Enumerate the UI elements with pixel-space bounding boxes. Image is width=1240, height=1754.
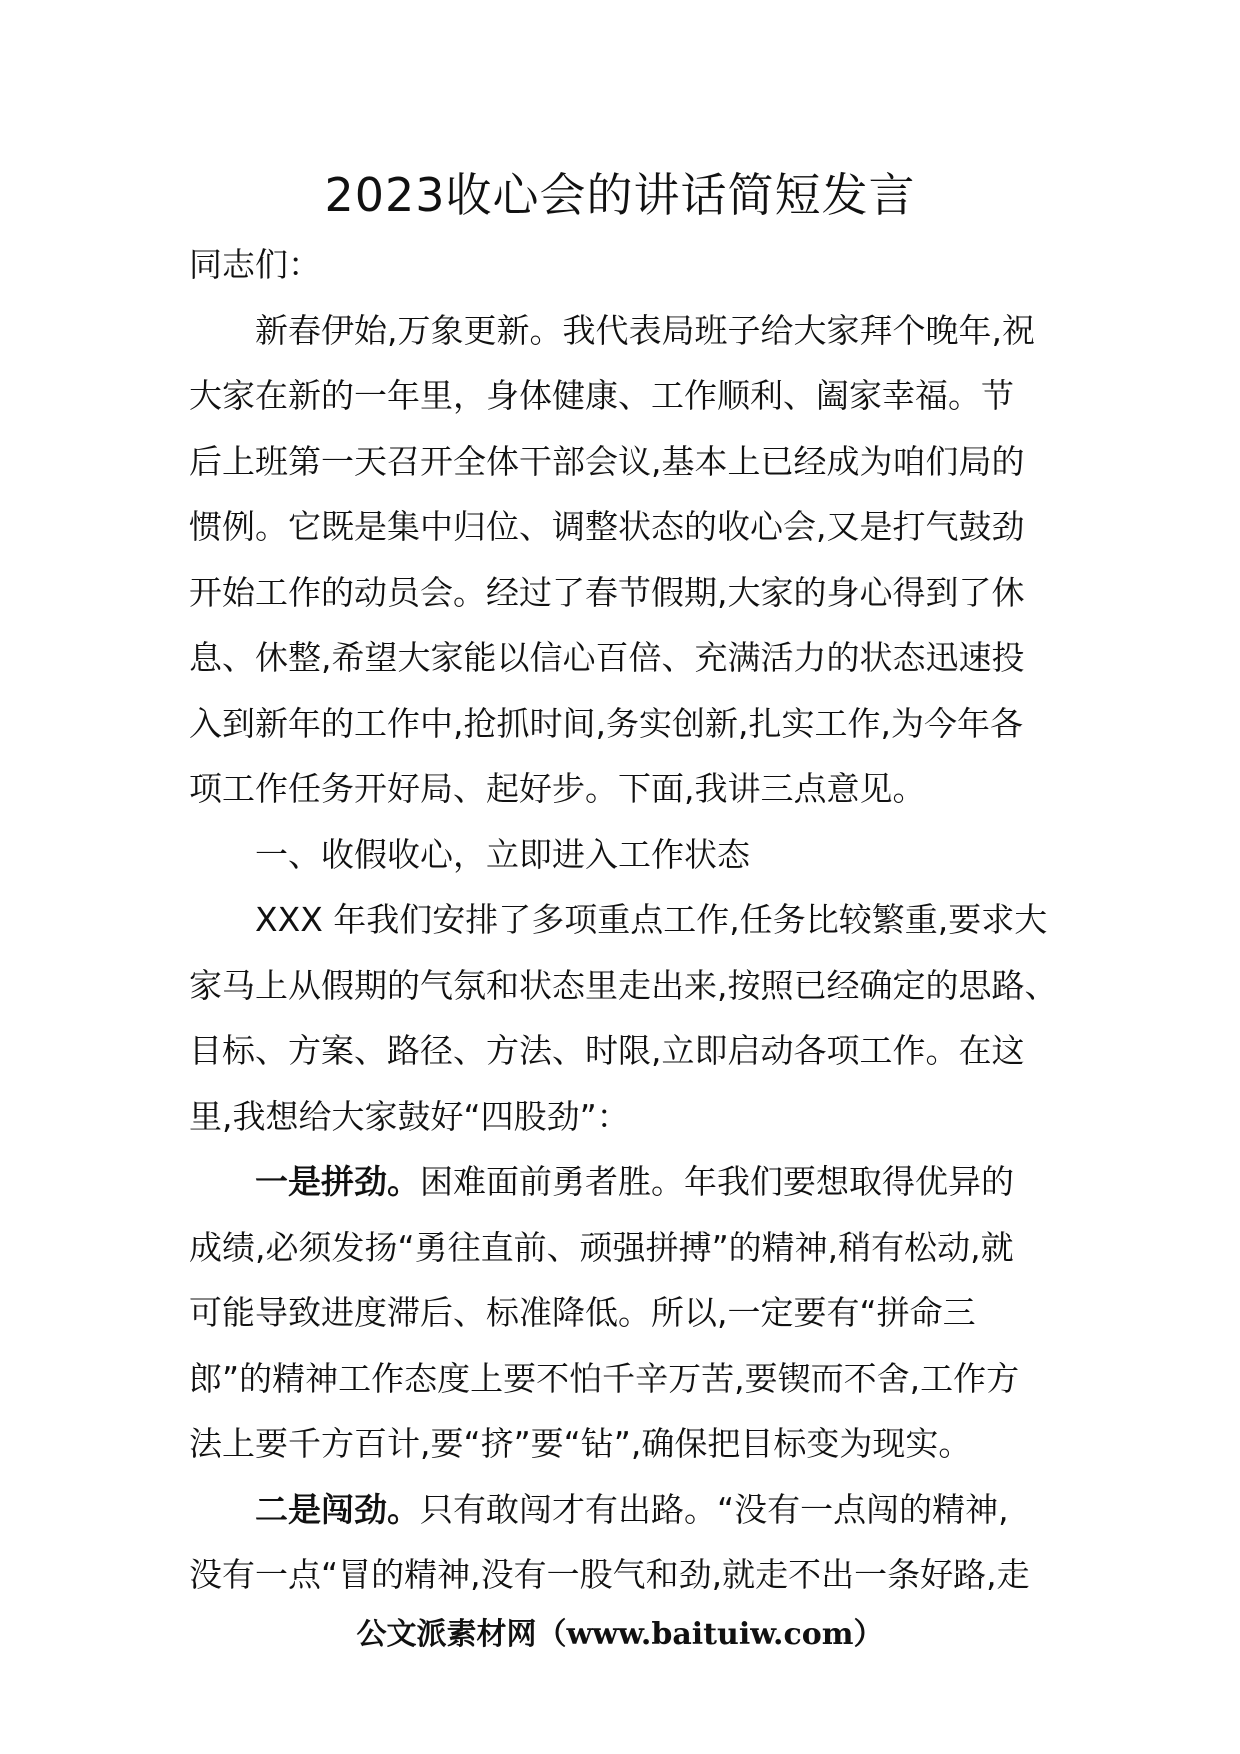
- paragraph-line: [189, 1084, 1069, 1150]
- point-two-line: [189, 1477, 1069, 1543]
- paragraph-line: [189, 1215, 1069, 1281]
- text-line: 目标、方案、路径、方法、时限,立即启动各项工作。在这: [189, 1031, 1025, 1070]
- bold-lead: 一是拼劲。: [255, 1162, 420, 1201]
- paragraph-line: [189, 953, 1069, 1019]
- text-line: 惯例。它既是集中归位、调整状态的收心会,又是打气鼓劲: [189, 507, 1025, 546]
- text-line: XXX 年我们安排了多项重点工作,任务比较繁重,要求大: [255, 900, 1048, 939]
- paragraph-line: [189, 625, 1069, 691]
- paragraph-line: [189, 363, 1069, 429]
- text-line: 可能导致进度滞后、标准降低。所以,一定要有“拼命三: [189, 1293, 976, 1332]
- bold-lead: 二是闯劲。: [255, 1489, 420, 1529]
- footer-watermark: 公文派素材网（www.baituiw.com）: [356, 1617, 884, 1652]
- text-line: 息、休整,希望大家能以信心百倍、充满活力的状态迅速投: [189, 638, 1025, 677]
- point-one-line: [189, 1149, 1069, 1215]
- document-title: 2023收心会的讲话简短发言: [324, 168, 916, 222]
- text-line: 困难面前勇者胜。年我们要想取得优异的: [420, 1162, 1014, 1201]
- paragraph-line: [189, 756, 1069, 822]
- section-heading: [189, 822, 1069, 888]
- paragraph-line: [189, 494, 1069, 560]
- text-line: 家马上从假期的气氛和状态里走出来,按照已经确定的思路、: [189, 965, 1058, 1005]
- paragraph-line: [189, 560, 1069, 626]
- text-line: 一、收假收心，立即进入工作状态: [255, 834, 750, 874]
- text-line: 法上要千方百计,要“挤”要“钻”,确保把目标变为现实。: [189, 1424, 972, 1463]
- paragraph-line: [189, 1280, 1069, 1346]
- text-line: 郎”的精神工作态度上要不怕千辛万苦,要锲而不舍,工作方: [189, 1358, 1020, 1398]
- text-line: 成绩,必须发扬“勇往直前、顽强拼搏”的精神,稍有松动,就: [189, 1227, 1014, 1267]
- text-line: 大家在新的一年里，身体健康、工作顺利、阖家幸福。节: [189, 376, 1014, 415]
- paragraph-line: [189, 1542, 1069, 1608]
- text-line: 项工作任务开好局、起好步。下面,我讲三点意见。: [189, 769, 926, 808]
- text-line: 同志们：: [189, 245, 321, 284]
- document-body: [189, 232, 1069, 1608]
- greeting-line: [189, 232, 1069, 298]
- text-line: 新春伊始,万象更新。我代表局班子给大家拜个晚年,祝: [255, 310, 1035, 350]
- paragraph-line: [189, 298, 1069, 364]
- text-line: 只有敢闯才有出路。“没有一点闯的精神,: [420, 1489, 1009, 1529]
- paragraph-line: [189, 1346, 1069, 1412]
- paragraph-line: [189, 1018, 1069, 1084]
- paragraph-line: [189, 1411, 1069, 1477]
- text-line: 入到新年的工作中,抢抓时间,务实创新,扎实工作,为今年各: [189, 703, 1023, 743]
- text-line: 里,我想给大家鼓好“四股劲”：: [189, 1096, 630, 1136]
- paragraph-line: [189, 887, 1069, 953]
- text-line: 后上班第一天召开全体干部会议,基本上已经成为咱们局的: [189, 441, 1025, 481]
- paragraph-line: [189, 429, 1069, 495]
- paragraph-line: [189, 691, 1069, 757]
- text-line: 没有一点“冒的精神,没有一股气和劲,就走不出一条好路,走: [189, 1555, 1030, 1594]
- text-line: 开始工作的动员会。经过了春节假期,大家的身心得到了休: [189, 572, 1025, 612]
